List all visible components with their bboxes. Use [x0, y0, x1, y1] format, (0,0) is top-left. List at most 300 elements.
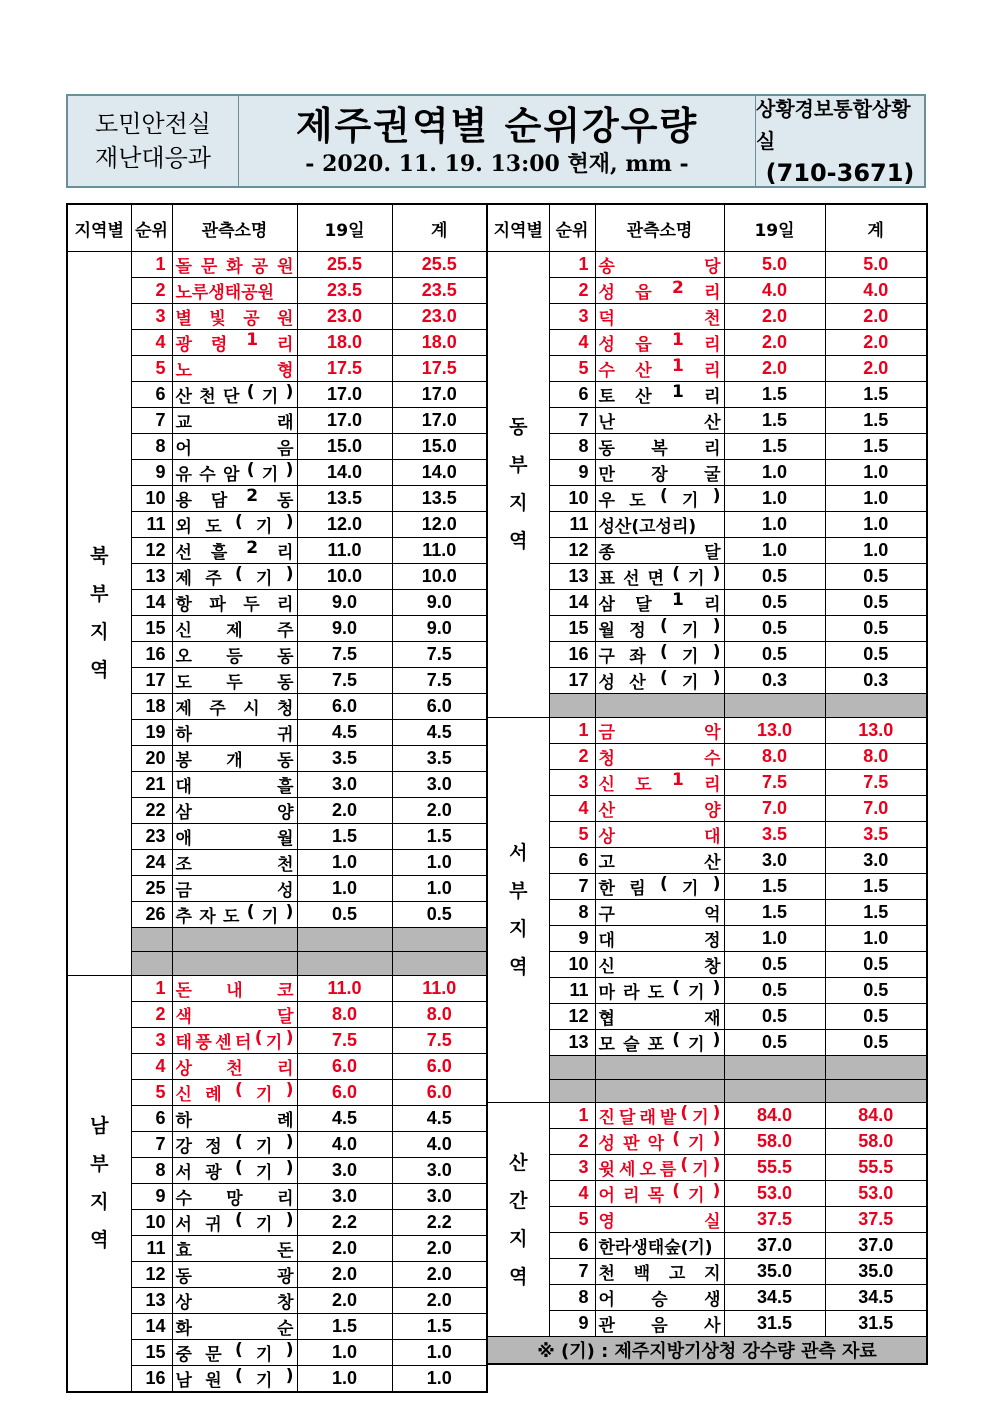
total-rainfall-cell: 1.0 — [392, 876, 487, 902]
total-rainfall-cell: 1.0 — [392, 1365, 487, 1392]
station-cell — [172, 304, 297, 330]
day-rainfall-cell: 15.0 — [297, 434, 392, 460]
total-rainfall-cell: 0.5 — [825, 590, 927, 616]
total-rainfall-cell: 0.5 — [825, 616, 927, 642]
station-name: 선 흘 2 리 — [175, 538, 294, 563]
total-rainfall-cell: 5.0 — [825, 252, 927, 278]
station-name: 영 실 — [598, 1212, 721, 1233]
table-row — [487, 1103, 927, 1129]
total-rainfall-cell: 6.0 — [392, 1079, 487, 1105]
station-cell — [172, 1079, 297, 1105]
day-rainfall-cell: 0.5 — [724, 616, 825, 642]
day-rainfall-cell: 11.0 — [297, 538, 392, 564]
station-name: 관 음 사 — [598, 1316, 721, 1337]
filler-cell — [549, 694, 595, 718]
station-name: 신 제 주 — [175, 621, 294, 641]
filler-cell — [297, 951, 392, 975]
day-rainfall-cell: 4.5 — [297, 720, 392, 746]
station-name: 신 도 1 리 — [598, 769, 721, 795]
station-cell — [595, 486, 724, 512]
station-name: 돈 내 코 — [175, 980, 294, 1001]
station-cell — [172, 694, 297, 720]
rank-cell: 10 — [131, 1209, 172, 1235]
day-rainfall-cell: 1.5 — [724, 899, 825, 925]
rank-cell: 7 — [549, 1259, 595, 1285]
station-cell — [172, 252, 297, 278]
rank-cell: 6 — [549, 847, 595, 873]
station-name: 신 례 ( 기 ) — [175, 1079, 294, 1105]
total-rainfall-cell: 2.0 — [825, 330, 927, 356]
filler-row — [487, 694, 927, 718]
page-subtitle: - 2020. 11. 19. 13:00 현재, mm - — [305, 151, 689, 177]
station-cell — [595, 1207, 724, 1233]
col-total: 계 — [392, 204, 487, 252]
table-row — [487, 668, 927, 694]
day-rainfall-cell: 0.5 — [724, 590, 825, 616]
station-cell — [595, 512, 724, 538]
day-rainfall-cell: 11.0 — [297, 975, 392, 1001]
total-rainfall-cell: 10.0 — [392, 564, 487, 590]
station-cell — [172, 1365, 297, 1392]
footnote: ※ (기) : 제주지방기상청 강수량 관측 자료 — [487, 1337, 927, 1365]
rank-cell: 8 — [131, 1157, 172, 1183]
rank-cell: 1 — [549, 252, 595, 278]
station-name: 돌 문 화 공 원 — [175, 257, 294, 277]
table-row — [487, 590, 927, 616]
station-cell — [172, 1209, 297, 1235]
rank-cell: 20 — [131, 746, 172, 772]
station-cell — [172, 668, 297, 694]
total-rainfall-cell: 84.0 — [825, 1103, 927, 1129]
station-name: 한라생태숲(기) — [598, 1238, 713, 1259]
station-name: 외 도 ( 기 ) — [175, 512, 294, 537]
station-cell — [595, 538, 724, 564]
rank-cell: 3 — [549, 769, 595, 795]
filler-cell — [595, 1055, 724, 1079]
office-name: 상황경보통합상황실 — [756, 97, 911, 153]
day-rainfall-cell: 7.0 — [724, 795, 825, 821]
day-rainfall-cell: 14.0 — [297, 460, 392, 486]
total-rainfall-cell: 1.0 — [825, 512, 927, 538]
total-rainfall-cell: 1.0 — [825, 538, 927, 564]
rank-cell: 10 — [549, 951, 595, 977]
station-name: 삼 양 — [175, 803, 294, 823]
day-rainfall-cell: 17.5 — [297, 356, 392, 382]
day-rainfall-cell: 1.0 — [724, 460, 825, 486]
rank-cell: 7 — [131, 408, 172, 434]
filler-cell — [549, 1079, 595, 1103]
table-row — [487, 951, 927, 977]
station-name: 우 도 ( 기 ) — [598, 486, 721, 511]
station-name: 상 천 리 — [175, 1058, 294, 1079]
total-rainfall-cell: 8.0 — [825, 743, 927, 769]
station-cell — [595, 1129, 724, 1155]
report-header — [66, 94, 926, 188]
station-name: 어 음 — [175, 439, 294, 459]
station-name: 조 천 — [175, 855, 294, 875]
station-name: 색 달 — [175, 1006, 294, 1027]
day-rainfall-cell: 0.5 — [724, 1029, 825, 1055]
rank-cell: 2 — [549, 743, 595, 769]
filler-cell — [825, 1079, 927, 1103]
station-name: 삼 달 1 리 — [598, 590, 721, 615]
total-rainfall-cell: 35.0 — [825, 1259, 927, 1285]
day-rainfall-cell: 1.5 — [724, 382, 825, 408]
station-cell — [595, 382, 724, 408]
rank-cell: 5 — [549, 1207, 595, 1233]
day-rainfall-cell: 25.5 — [297, 252, 392, 278]
rank-cell: 17 — [549, 668, 595, 694]
total-rainfall-cell: 7.5 — [392, 668, 487, 694]
station-name: 산 양 — [598, 800, 721, 821]
station-cell — [595, 743, 724, 769]
station-cell — [595, 1233, 724, 1259]
total-rainfall-cell: 2.0 — [392, 1287, 487, 1313]
day-rainfall-cell: 1.5 — [724, 434, 825, 460]
day-rainfall-cell: 13.5 — [297, 486, 392, 512]
total-rainfall-cell: 2.0 — [392, 1235, 487, 1261]
station-name: 동 복 리 — [598, 439, 721, 459]
station-cell — [595, 821, 724, 847]
rank-cell: 24 — [131, 850, 172, 876]
day-rainfall-cell: 0.5 — [297, 902, 392, 928]
day-rainfall-cell: 1.0 — [297, 1339, 392, 1365]
rank-cell: 4 — [549, 1181, 595, 1207]
station-cell — [172, 1235, 297, 1261]
day-rainfall-cell: 58.0 — [724, 1129, 825, 1155]
total-rainfall-cell: 14.0 — [392, 460, 487, 486]
station-cell — [595, 977, 724, 1003]
total-rainfall-cell: 0.5 — [825, 564, 927, 590]
rank-cell: 17 — [131, 668, 172, 694]
station-cell — [595, 330, 724, 356]
station-name: 남 원 ( 기 ) — [175, 1365, 294, 1391]
station-name: 송 당 — [598, 257, 721, 277]
rank-cell: 18 — [131, 694, 172, 720]
table-row — [487, 434, 927, 460]
day-rainfall-cell: 7.5 — [297, 1027, 392, 1053]
station-cell — [172, 642, 297, 668]
rank-cell: 16 — [131, 642, 172, 668]
station-name: 한 림 ( 기 ) — [598, 873, 721, 899]
table-row — [487, 642, 927, 668]
station-cell — [172, 824, 297, 850]
total-rainfall-cell: 12.0 — [392, 512, 487, 538]
rank-cell: 22 — [131, 798, 172, 824]
rank-cell: 3 — [549, 1155, 595, 1181]
table-row — [487, 486, 927, 512]
day-rainfall-cell: 1.5 — [297, 1313, 392, 1339]
table-row — [487, 1029, 927, 1055]
total-rainfall-cell: 11.0 — [392, 538, 487, 564]
total-rainfall-cell: 11.0 — [392, 975, 487, 1001]
table-row — [487, 356, 927, 382]
rank-cell: 13 — [131, 1287, 172, 1313]
station-cell — [595, 873, 724, 899]
rank-cell: 11 — [549, 512, 595, 538]
day-rainfall-cell: 35.0 — [724, 1259, 825, 1285]
station-name: 성 읍 1 리 — [598, 330, 721, 355]
total-rainfall-cell: 1.5 — [392, 824, 487, 850]
filler-cell — [724, 694, 825, 718]
station-name: 고 산 — [598, 852, 721, 873]
day-rainfall-cell: 2.0 — [297, 1235, 392, 1261]
col-region: 지역별 — [67, 204, 131, 252]
station-name: 금 성 — [175, 881, 294, 901]
station-name: 도 두 동 — [175, 673, 294, 693]
station-name: 노 형 — [175, 361, 294, 381]
rank-cell: 15 — [549, 616, 595, 642]
station-cell — [595, 1029, 724, 1055]
station-cell — [595, 769, 724, 795]
table-row — [487, 899, 927, 925]
total-rainfall-cell: 7.5 — [392, 1027, 487, 1053]
total-rainfall-cell: 6.0 — [392, 694, 487, 720]
total-rainfall-cell: 0.3 — [825, 668, 927, 694]
col-rank: 순위 — [131, 204, 172, 252]
rank-cell: 3 — [131, 304, 172, 330]
rank-cell: 6 — [131, 1105, 172, 1131]
rank-cell: 6 — [549, 382, 595, 408]
filler-cell — [595, 1079, 724, 1103]
total-rainfall-cell: 2.0 — [392, 1261, 487, 1287]
station-name: 용 담 2 동 — [175, 486, 294, 511]
station-name: 종 달 — [598, 543, 721, 563]
day-rainfall-cell: 7.5 — [724, 769, 825, 795]
title-block — [239, 96, 755, 186]
station-cell — [172, 590, 297, 616]
rank-cell: 7 — [131, 1131, 172, 1157]
rank-cell: 1 — [549, 717, 595, 743]
day-rainfall-cell: 1.0 — [724, 486, 825, 512]
rank-cell: 2 — [549, 1129, 595, 1155]
rank-cell: 4 — [131, 330, 172, 356]
total-rainfall-cell: 1.5 — [825, 873, 927, 899]
rank-cell: 11 — [131, 512, 172, 538]
station-name: 항 파 두 리 — [175, 595, 294, 615]
station-cell — [595, 460, 724, 486]
total-rainfall-cell: 7.0 — [825, 795, 927, 821]
station-cell — [172, 902, 297, 928]
total-rainfall-cell: 2.0 — [392, 798, 487, 824]
station-name: 윗 세 오 름 ( 기 ) — [598, 1155, 721, 1181]
table-row — [487, 977, 927, 1003]
station-name: 봉 개 동 — [175, 751, 294, 771]
day-rainfall-cell: 0.5 — [724, 1003, 825, 1029]
station-name: 성 판 악 ( 기 ) — [598, 1129, 721, 1155]
total-rainfall-cell: 13.5 — [392, 486, 487, 512]
rank-cell: 5 — [549, 356, 595, 382]
table-row — [487, 1129, 927, 1155]
station-cell — [172, 1339, 297, 1365]
day-rainfall-cell: 1.0 — [297, 876, 392, 902]
page-title: 제주권역별 순위강우량 — [295, 104, 699, 148]
table-row — [487, 1003, 927, 1029]
table-row — [487, 278, 927, 304]
day-rainfall-cell: 12.0 — [297, 512, 392, 538]
station-name: 중 문 ( 기 ) — [175, 1339, 294, 1365]
day-rainfall-cell: 53.0 — [724, 1181, 825, 1207]
total-rainfall-cell: 3.5 — [392, 746, 487, 772]
col-day: 19일 — [724, 204, 825, 252]
station-cell — [172, 564, 297, 590]
station-cell — [595, 951, 724, 977]
rank-cell: 12 — [131, 538, 172, 564]
station-cell — [172, 434, 297, 460]
total-rainfall-cell: 17.0 — [392, 408, 487, 434]
station-cell — [595, 795, 724, 821]
table-row — [487, 925, 927, 951]
total-rainfall-cell: 1.0 — [392, 1339, 487, 1365]
station-cell — [595, 1311, 724, 1337]
table-row — [487, 330, 927, 356]
table-row — [487, 538, 927, 564]
filler-cell — [131, 928, 172, 952]
day-rainfall-cell: 1.0 — [297, 1365, 392, 1392]
table-row — [487, 1259, 927, 1285]
rank-cell: 9 — [549, 460, 595, 486]
station-cell — [172, 486, 297, 512]
day-rainfall-cell: 13.0 — [724, 717, 825, 743]
station-name: 하 귀 — [175, 725, 294, 745]
day-rainfall-cell: 0.5 — [724, 642, 825, 668]
day-rainfall-cell: 23.5 — [297, 278, 392, 304]
rank-cell: 7 — [549, 408, 595, 434]
station-name: 성산(고성리) — [598, 517, 697, 537]
total-rainfall-cell: 37.5 — [825, 1207, 927, 1233]
rank-cell: 9 — [131, 460, 172, 486]
rank-cell: 5 — [131, 356, 172, 382]
station-cell — [595, 434, 724, 460]
table-row — [67, 975, 487, 1001]
station-name: 효 돈 — [175, 1240, 294, 1261]
station-cell — [172, 720, 297, 746]
station-cell — [172, 382, 297, 408]
total-rainfall-cell: 1.0 — [825, 925, 927, 951]
station-cell — [595, 1103, 724, 1129]
station-name: 수 산 1 리 — [598, 356, 721, 381]
rank-cell: 12 — [549, 538, 595, 564]
total-rainfall-cell: 4.5 — [392, 720, 487, 746]
filler-row — [487, 1055, 927, 1079]
station-cell — [172, 1313, 297, 1339]
station-name: 월 정 ( 기 ) — [598, 616, 721, 641]
station-name: 구 좌 ( 기 ) — [598, 642, 721, 667]
region-label: 남 부 지 역 — [67, 975, 131, 1392]
total-rainfall-cell: 4.5 — [392, 1105, 487, 1131]
rank-cell: 6 — [131, 382, 172, 408]
table-row — [487, 252, 927, 278]
rank-cell: 6 — [549, 1233, 595, 1259]
rank-cell: 4 — [131, 1053, 172, 1079]
rank-cell: 21 — [131, 772, 172, 798]
total-rainfall-cell: 3.0 — [392, 1183, 487, 1209]
station-cell — [595, 304, 724, 330]
station-cell — [595, 564, 724, 590]
total-rainfall-cell: 4.0 — [392, 1131, 487, 1157]
station-name: 추 자 도 ( 기 ) — [175, 902, 294, 927]
rank-cell: 5 — [549, 821, 595, 847]
table-row — [487, 460, 927, 486]
table-row — [487, 1285, 927, 1311]
table-row — [487, 1311, 927, 1337]
station-cell — [595, 668, 724, 694]
day-rainfall-cell: 8.0 — [724, 743, 825, 769]
col-station: 관측소명 — [172, 204, 297, 252]
total-rainfall-cell: 2.0 — [825, 304, 927, 330]
station-name: 별 빛 공 원 — [175, 309, 294, 329]
day-rainfall-cell: 17.0 — [297, 382, 392, 408]
station-cell — [172, 330, 297, 356]
total-rainfall-cell: 7.5 — [392, 642, 487, 668]
rainfall-table-right — [486, 203, 928, 1365]
rank-cell: 4 — [549, 330, 595, 356]
rank-cell: 5 — [131, 1079, 172, 1105]
total-rainfall-cell: 6.0 — [392, 1053, 487, 1079]
station-name: 토 산 1 리 — [598, 382, 721, 407]
total-rainfall-cell: 34.5 — [825, 1285, 927, 1311]
station-cell — [595, 616, 724, 642]
filler-cell — [595, 694, 724, 718]
station-cell — [172, 876, 297, 902]
station-cell — [172, 772, 297, 798]
rank-cell: 14 — [549, 590, 595, 616]
rank-cell: 16 — [549, 642, 595, 668]
rank-cell: 15 — [131, 616, 172, 642]
station-cell — [595, 1259, 724, 1285]
total-rainfall-cell: 23.0 — [392, 304, 487, 330]
total-rainfall-cell: 15.0 — [392, 434, 487, 460]
station-cell — [172, 512, 297, 538]
day-rainfall-cell: 3.0 — [297, 1183, 392, 1209]
rank-cell: 9 — [549, 1311, 595, 1337]
total-rainfall-cell: 1.5 — [825, 434, 927, 460]
total-rainfall-cell: 1.0 — [392, 850, 487, 876]
total-rainfall-cell: 53.0 — [825, 1181, 927, 1207]
rank-cell: 3 — [549, 304, 595, 330]
day-rainfall-cell: 7.5 — [297, 668, 392, 694]
total-rainfall-cell: 1.0 — [825, 486, 927, 512]
rainfall-table-left — [66, 203, 488, 1393]
total-rainfall-cell: 1.5 — [825, 899, 927, 925]
total-rainfall-cell: 0.5 — [825, 1029, 927, 1055]
table-row — [487, 743, 927, 769]
filler-cell — [392, 928, 487, 952]
total-rainfall-cell: 4.0 — [825, 278, 927, 304]
station-name: 강 정 ( 기 ) — [175, 1131, 294, 1157]
day-rainfall-cell: 2.0 — [297, 1261, 392, 1287]
table-row — [487, 1181, 927, 1207]
station-cell — [172, 1261, 297, 1287]
station-name: 노루생태공원 — [175, 283, 275, 303]
table-row — [487, 717, 927, 743]
station-name: 구 억 — [598, 904, 721, 925]
station-cell — [595, 356, 724, 382]
table-row — [487, 382, 927, 408]
day-rainfall-cell: 9.0 — [297, 590, 392, 616]
day-rainfall-cell: 6.0 — [297, 1053, 392, 1079]
total-rainfall-cell: 8.0 — [392, 1001, 487, 1027]
station-name: 천 백 고 지 — [598, 1264, 721, 1285]
total-rainfall-cell: 17.0 — [392, 382, 487, 408]
station-cell — [172, 975, 297, 1001]
rank-cell: 12 — [131, 1261, 172, 1287]
region-label: 산 간 지 역 — [487, 1103, 549, 1337]
rank-cell: 19 — [131, 720, 172, 746]
rank-cell: 1 — [549, 1103, 595, 1129]
station-cell — [172, 408, 297, 434]
table-row — [487, 1155, 927, 1181]
